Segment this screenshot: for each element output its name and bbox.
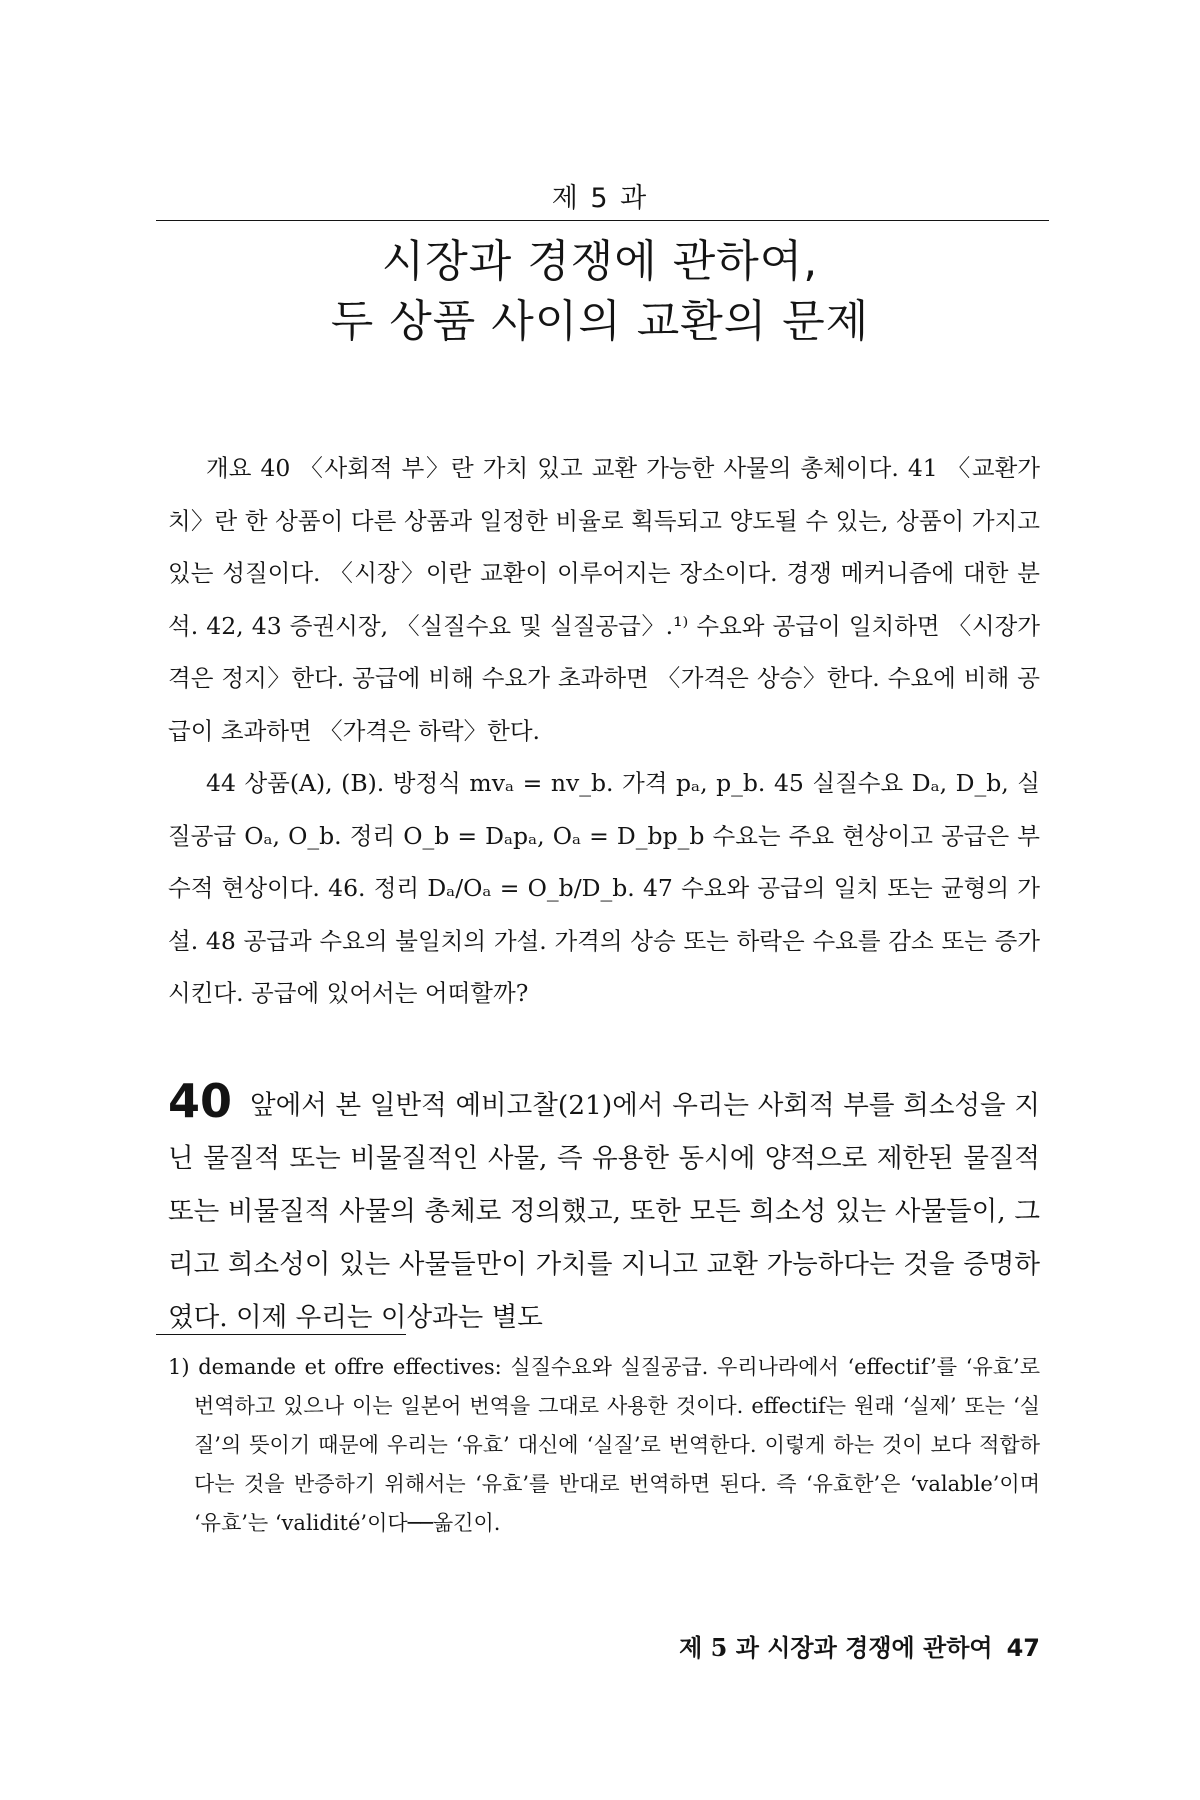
main-text (168, 1075, 1040, 1344)
title-line-1: 시장과 경쟁에 관하여, (381, 236, 819, 287)
main-paragraph (168, 1075, 1040, 1344)
title-line-2: 두 상품 사이의 교환의 문제 (330, 296, 870, 347)
footnote-block (168, 1348, 1040, 1543)
header-rule (156, 220, 1049, 221)
page-title (0, 232, 1200, 352)
page-number: 47 (1006, 1634, 1040, 1662)
summary-paragraph-1: 개요 40 〈사회적 부〉란 가치 있고 교환 가능한 사물의 총체이다. 41 〈교환가치〉란 한 상품이 다른 상품과 일정한 비율로 획득되고 양도될 수 있는, 상품이 가지고 있는 성질이다. 〈시장〉이란 교환이 이루어지는 장소이다. 경쟁 메커니즘에 대한 분석. 42, 43 증권시장, 〈실질수요 및 실질공급〉.¹⁾ 수요와 공급이 일치하면 〈시장가격은 정지〉한다. 공급에 비해 수요가 초과하면 〈가격은 상승〉한다. 수요에 비해 공급이 초과하면 〈가격은 하락〉한다. (168, 454, 1040, 745)
footnote-rule (156, 1334, 406, 1335)
running-title: 제 5 과 시장과 경쟁에 관하여 (679, 1633, 993, 1662)
summary-paragraph-2: 44 상품(A), (B). 방정식 mvₐ = nv_b. 가격 pₐ, p_b. 45 실질수요 Dₐ, D_b, 실질공급 Oₐ, O_b. 정리 O_b = Dₐpₐ, Oₐ = D_bp_b 수요는 주요 현상이고 공급은 부수적 현상이다. 46. 정리 Dₐ/Oₐ = O_b/D_b. 47 수요와 공급의 일치 또는 균형의 가설. 48 공급과 수요의 불일치의 가설. 가격의 상승 또는 하락은 수요를 감소 또는 증가시킨다. 공급에 있어서는 어떠할까? (168, 769, 1040, 1007)
footnote-text: 1) demande et offre effectives: 실질수요와 실질공급. 우리나라에서 ‘effectif’를 ‘유효’로 번역하고 있으나 이는 일본어 번역을 그대로 사용한 것이다. effectif는 원래 ‘실제’ 또는 ‘실질’의 뜻이기 때문에 우리는 ‘유효’ 대신에 ‘실질’로 번역한다. 이렇게 하는 것이 보다 적합하다는 것을 반증하기 위해서는 ‘유효’를 반대로 번역하면 된다. 즉 ‘유효한’은 ‘valable’이며 ‘유효’는 ‘validité’이다──옮긴이. (168, 1355, 1040, 1535)
section-number: 40 (168, 1074, 233, 1128)
summary-block (168, 442, 1040, 1020)
chapter-heading: 제 5 과 (551, 183, 649, 214)
running-footer (600, 1628, 1040, 1663)
main-paragraph-text: 앞에서 본 일반적 예비고찰(21)에서 우리는 사회적 부를 희소성을 지닌 물질적 또는 비물질적인 사물, 즉 유용한 동시에 양적으로 제한된 물질적 또는 비물질적 사물의 총체로 정의했고, 또한 모든 희소성 있는 사물들이, 그리고 희소성이 있는 사물들만이 가치를 지니고 교환 가능하다는 것을 증명하였다. 이제 우리는 이상과는 별도 (168, 1090, 1040, 1333)
